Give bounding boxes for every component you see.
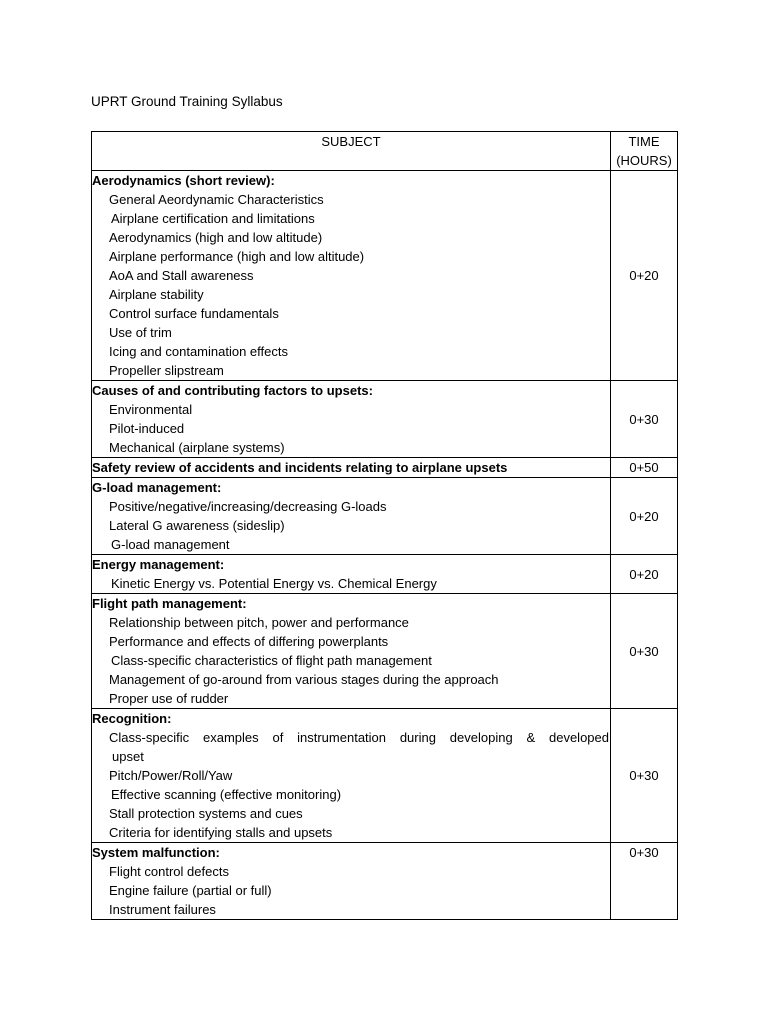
document-title: UPRT Ground Training Syllabus (91, 94, 283, 109)
list-item: Performance and effects of differing powerplants (109, 634, 389, 649)
section-time-cell: 0+20 (611, 478, 678, 555)
list-item: Stall protection systems and cues (109, 806, 303, 821)
time-header-line1: TIME (628, 134, 660, 149)
time-column-header (611, 132, 678, 171)
list-item: General Aeordynamic Characteristics (109, 192, 324, 207)
list-item: Positive/negative/increasing/decreasing G-loads (109, 499, 387, 514)
section-time-cell: 0+30 (611, 709, 678, 843)
table-row (92, 458, 678, 478)
time-header-line2: (HOURS) (616, 153, 672, 168)
section-subject-cell (92, 478, 611, 555)
list-item: Airplane stability (109, 287, 204, 302)
section-title: Energy management: (92, 557, 225, 572)
list-item: Class-specific characteristics of flight path management (111, 653, 432, 668)
section-subject-cell (92, 594, 611, 709)
section-time-cell: 0+30 (611, 843, 678, 920)
list-item: Airplane certification and limitations (111, 211, 315, 226)
subject-column-header: SUBJECT (92, 132, 611, 171)
section-time-cell: 0+30 (611, 381, 678, 458)
table-row (92, 478, 678, 555)
table-row (92, 709, 678, 843)
syllabus-table (91, 131, 678, 920)
section-title: G-load management: (92, 480, 222, 495)
list-item: Control surface fundamentals (109, 306, 279, 321)
list-item: AoA and Stall awareness (109, 268, 254, 283)
section-subject-cell (92, 709, 611, 843)
table-row (92, 843, 678, 920)
table-row (92, 594, 678, 709)
list-item: Proper use of rudder (109, 691, 229, 706)
section-time-cell: 0+20 (611, 555, 678, 594)
section-subject-cell (92, 843, 611, 920)
list-item: Relationship between pitch, power and performance (109, 615, 409, 630)
list-item: Mechanical (airplane systems) (109, 440, 285, 455)
list-item: Lateral G awareness (sideslip) (109, 518, 285, 533)
list-item: Effective scanning (effective monitoring) (111, 787, 342, 802)
section-title: Flight path management: (92, 596, 247, 611)
section-title: Recognition: (92, 711, 172, 726)
list-item: Icing and contamination effects (109, 344, 288, 359)
list-item: Instrument failures (109, 902, 216, 917)
section-time-cell: 0+50 (611, 458, 678, 478)
table-row (92, 381, 678, 458)
list-item: upset (112, 749, 144, 764)
section-title: System malfunction: (92, 845, 220, 860)
list-item: Management of go-around from various stages during the approach (109, 672, 499, 687)
section-subject-cell (92, 555, 611, 594)
list-item: Class-specific examples of instrumentation during developing & developed (109, 730, 609, 745)
table-row (92, 555, 678, 594)
section-title: Aerodynamics (short review): (92, 173, 275, 188)
section-subject-cell (92, 381, 611, 458)
table-header-row (92, 132, 678, 171)
list-item: Use of trim (109, 325, 172, 340)
list-item: Kinetic Energy vs. Potential Energy vs. Chemical Energy (111, 576, 437, 591)
section-subject-cell (92, 171, 611, 381)
list-item: Aerodynamics (high and low altitude) (109, 230, 323, 245)
list-item: Propeller slipstream (109, 363, 224, 378)
section-title: Safety review of accidents and incidents relating to airplane upsets (92, 460, 508, 475)
list-item: Environmental (109, 402, 193, 417)
section-time-cell: 0+20 (611, 171, 678, 381)
section-title: Causes of and contributing factors to upsets: (92, 383, 373, 398)
section-time-cell: 0+30 (611, 594, 678, 709)
list-item: Flight control defects (109, 864, 229, 879)
list-item: G-load management (111, 537, 230, 552)
list-item: Pitch/Power/Roll/Yaw (109, 768, 233, 783)
list-item: Pilot-induced (109, 421, 185, 436)
list-item: Criteria for identifying stalls and upsets (109, 825, 333, 840)
table-row (92, 171, 678, 381)
list-item: Engine failure (partial or full) (109, 883, 272, 898)
section-subject-cell (92, 458, 611, 478)
list-item: Airplane performance (high and low altitude) (109, 249, 365, 264)
